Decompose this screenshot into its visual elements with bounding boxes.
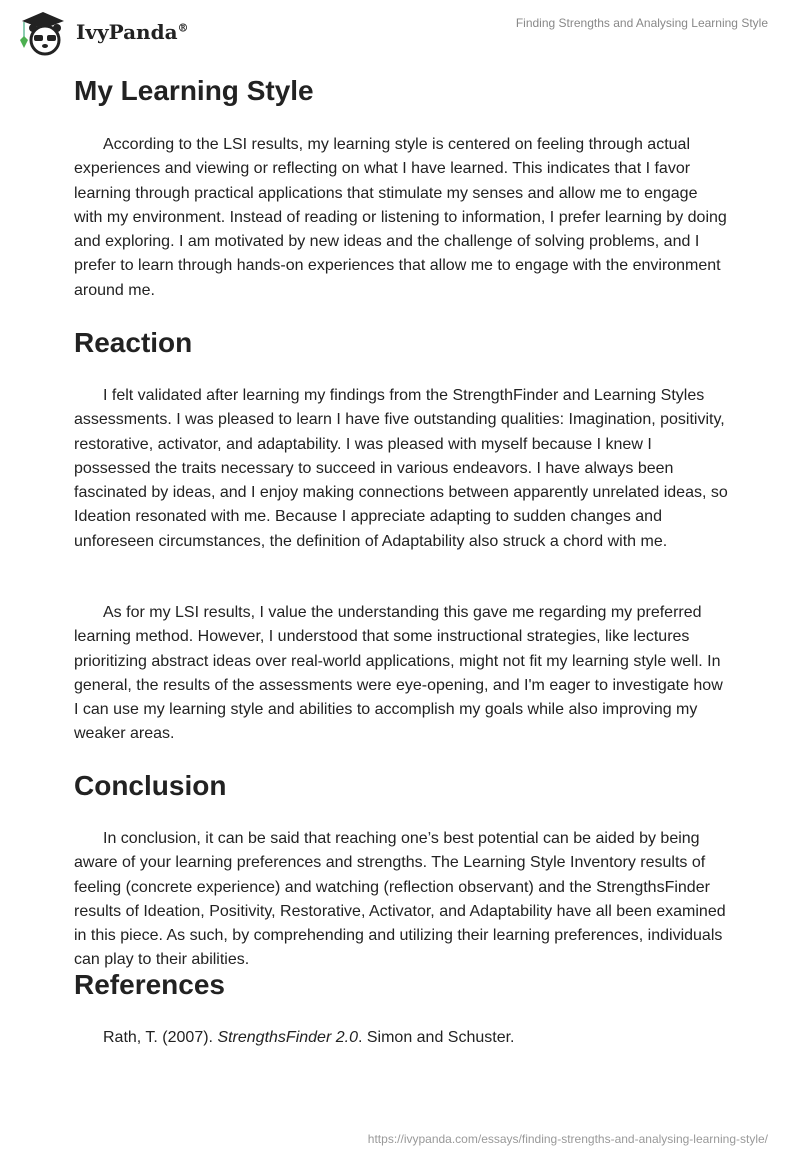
document-title: Finding Strengths and Analysing Learning Style [515, 16, 768, 30]
reference-title: StrengthsFinder 2.0 [217, 1029, 358, 1046]
heading-references: References [74, 969, 225, 1000]
paragraph: In conclusion, it can be said that reaching one’s best potential can be aided by being aware of your learning preferences and strengths. The Learning Style Inventory results of feeling (concrete experience) and watching (reflection observant) and the StrengthsFinder results of Ideation, Positivity, Restorative, Activator, and Adaptability have all been examined in this piece. As such, by comprehending and utilizing their learning preferences, individuals can play to their abilities. [74, 830, 726, 969]
reference-publisher: . Simon and Schuster. [357, 1029, 515, 1046]
paragraph: According to the LSI results, my learning style is centered on feeling through actual experiences and viewing or reflecting on what I have learned. This indicates that I favor learning through practical applications that stimulate my senses and allow me to engage with my environment. Instead of reading or listening to information, I prefer learning by doing and exploring. I am motivated by new ideas and the challenge of solving problems, and I prefer to learn through hands-on experiences that allow me to engage with the environment around me. [74, 136, 727, 299]
source-url[interactable]: https://ivypanda.com/essays/finding-strengths-and-analysing-learning-style/ [367, 1132, 768, 1146]
reference-entry [74, 1026, 728, 1050]
registered-mark: ® [177, 21, 189, 35]
brand-name: IvyPanda [76, 20, 178, 44]
heading-conclusion: Conclusion [74, 770, 227, 801]
ivypanda-logo[interactable] [18, 8, 189, 56]
heading-my-learning-style: My Learning Style [74, 75, 314, 106]
paragraph: I felt validated after learning my findings from the StrengthFinder and Learning Styles assessments. I was pleased to learn I have five outstanding qualities: Imagination, positivity, restorative, activator, and adaptability. I was pleased with myself because I knew I possessed the traits necessary to succeed in various endeavors. I have always been fascinated by ideas, and I enjoy making connections between apparently unrelated ideas, so Ideation resonated with me. Because I appreciate adapting to sudden changes and unforeseen circumstances, the definition of Adaptability also struck a chord with me. [74, 387, 728, 550]
paragraph: As for my LSI results, I value the understanding this gave me regarding my preferred learning method. However, I understood that some instructional strategies, like lectures prioritizing abstract ideas over real-world applications, might not fit my learning style well. In general, the results of the assessments were eye-opening, and I'm eager to investigate how I can use my learning style and abilities to accomplish my goals while also improving my weaker areas. [74, 604, 723, 743]
panda-graduate-icon [18, 8, 68, 56]
heading-reaction: Reaction [74, 327, 193, 358]
reference-authors: Rath, T. (2007). [103, 1029, 218, 1046]
